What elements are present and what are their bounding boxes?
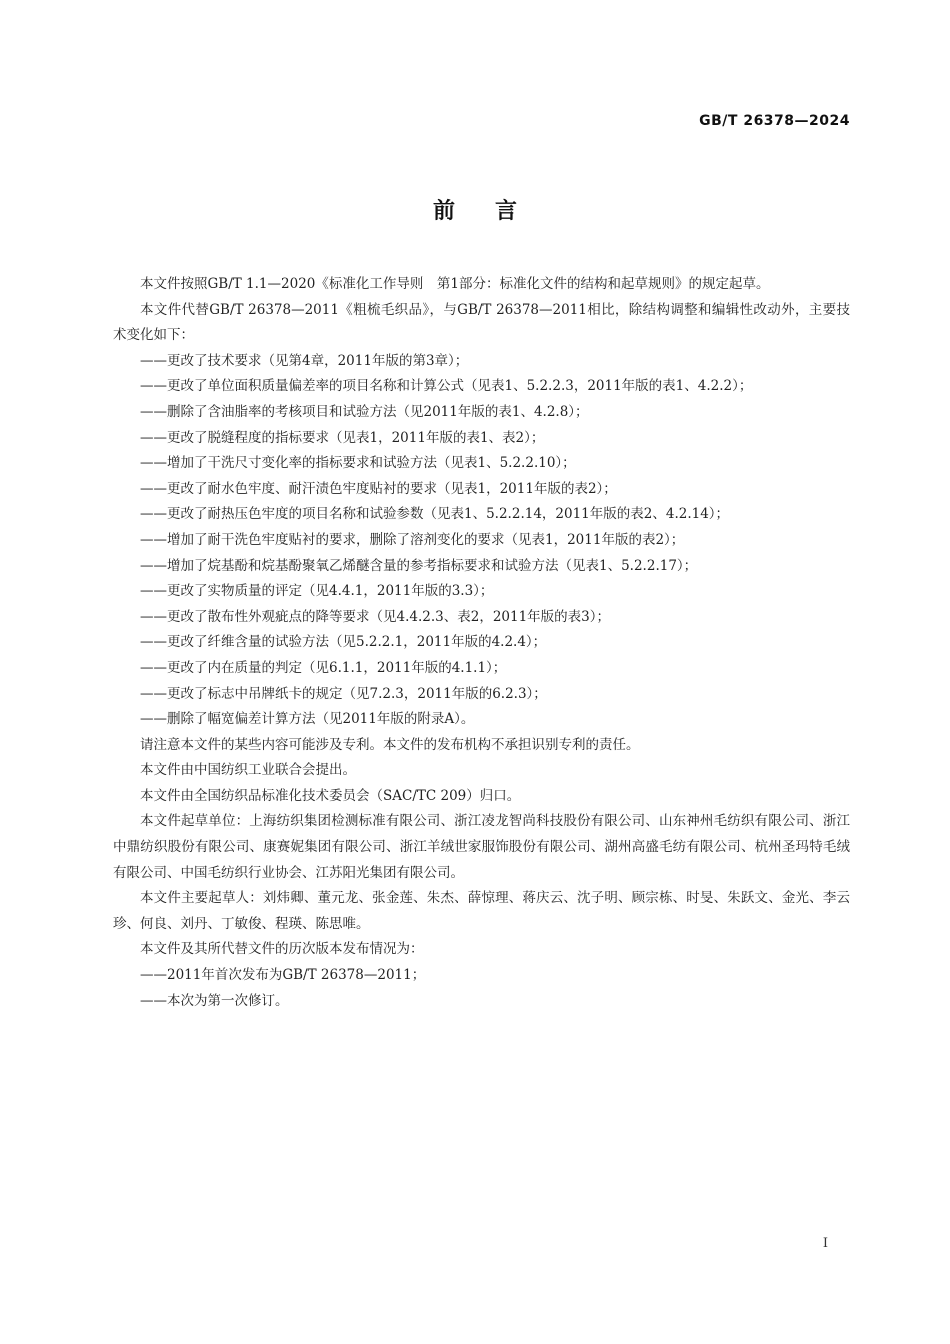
change-item: ——删除了含油脂率的考核项目和试验方法（见2011年版的表1、4.2.8）； xyxy=(140,403,589,420)
change-item: ——增加了耐干洗色牢度贴衬的要求，删除了溶剂变化的要求（见表1，2011年版的表2）； xyxy=(140,531,685,548)
page-number: I xyxy=(822,1236,828,1251)
change-item: ——删除了幅宽偏差计算方法（见2011年版的附录A）。 xyxy=(140,711,475,728)
proposed-by: 本文件由中国纺织工业联合会提出。 xyxy=(140,762,356,779)
history-intro: 本文件及其所代替文件的历次版本发布情况为： xyxy=(140,941,424,958)
change-item: ——更改了散布性外观疵点的降等要求（见4.4.2.3、表2，2011年版的表3）； xyxy=(140,608,611,625)
change-item: ——更改了耐水色牢度、耐汗渍色牢度贴衬的要求（见表1，2011年版的表2）； xyxy=(140,480,617,497)
change-item: ——更改了标志中吊牌纸卡的规定（见7.2.3，2011年版的6.2.3）； xyxy=(140,685,547,702)
change-item: ——更改了内在质量的判定（见6.1.1，2011年版的4.1.1）； xyxy=(140,659,507,676)
change-item: ——更改了技术要求（见第4章，2011年版的第3章）； xyxy=(140,352,469,369)
standard-code: GB/T 26378—2024 xyxy=(699,113,850,129)
history-item: ——2011年首次发布为GB/T 26378—2011； xyxy=(140,967,426,984)
drafters: 本文件主要起草人：刘炜卿、董元龙、张金莲、朱杰、薛惊理、蒋庆云、沈子明、顾宗栋、时旻、朱跃文、金光、李云珍、何良、刘丹、丁敏俊、程瑛、陈思唯。 xyxy=(113,890,850,932)
change-item: ——更改了脱缝程度的指标要求（见表1，2011年版的表1、表2）； xyxy=(140,429,545,446)
paragraph-replacement: 本文件代替GB/T 26378—2011《粗梳毛织品》，与GB/T 26378—2011相比，除结构调整和编辑性改动外，主要技术变化如下： xyxy=(113,301,850,344)
change-item: ——更改了单位面积质量偏差率的项目名称和计算公式（见表1、5.2.2.3，2011年版的表1、4.2.2）； xyxy=(140,378,753,395)
drafting-units: 本文件起草单位：上海纺织集团检测标准有限公司、浙江凌龙智尚科技股份有限公司、山东神州毛纺织有限公司、浙江中鼎纺织股份有限公司、康赛妮集团有限公司、浙江羊绒世家服饰股份有限公司、湖州高盛毛纺有限公司、杭州圣玛特毛绒有限公司、中国毛纺织行业协会、江苏阳光集团有限公司。 xyxy=(113,813,850,881)
change-item: ——更改了耐热压色牢度的项目名称和试验参数（见表1、5.2.2.14，2011年版的表2、4.2.14）； xyxy=(140,506,730,523)
change-item: ——更改了纤维含量的试验方法（见5.2.2.1，2011年版的4.2.4）； xyxy=(140,634,547,651)
centralized-by: 本文件由全国纺织品标准化技术委员会（SAC/TC 209）归口。 xyxy=(140,787,521,804)
paragraph-drafting-rules: 本文件按照GB/T 1.1—2020《标准化工作导则 第1部分：标准化文件的结构和起草规则》的规定起草。 xyxy=(140,276,770,292)
page-title: 前言 xyxy=(432,199,557,224)
patent-notice: 请注意本文件的某些内容可能涉及专利。本文件的发布机构不承担识别专利的责任。 xyxy=(140,736,640,753)
change-item: ——增加了干洗尺寸变化率的指标要求和试验方法（见表1、5.2.2.10）； xyxy=(140,455,576,472)
change-item: ——更改了实物质量的评定（见4.4.1，2011年版的3.3）； xyxy=(140,583,494,600)
change-item: ——增加了烷基酚和烷基酚聚氧乙烯醚含量的参考指标要求和试验方法（见表1、5.2.2.17）； xyxy=(140,557,698,574)
history-item: ——本次为第一次修订。 xyxy=(140,992,289,1009)
foreword-body xyxy=(113,272,850,1014)
